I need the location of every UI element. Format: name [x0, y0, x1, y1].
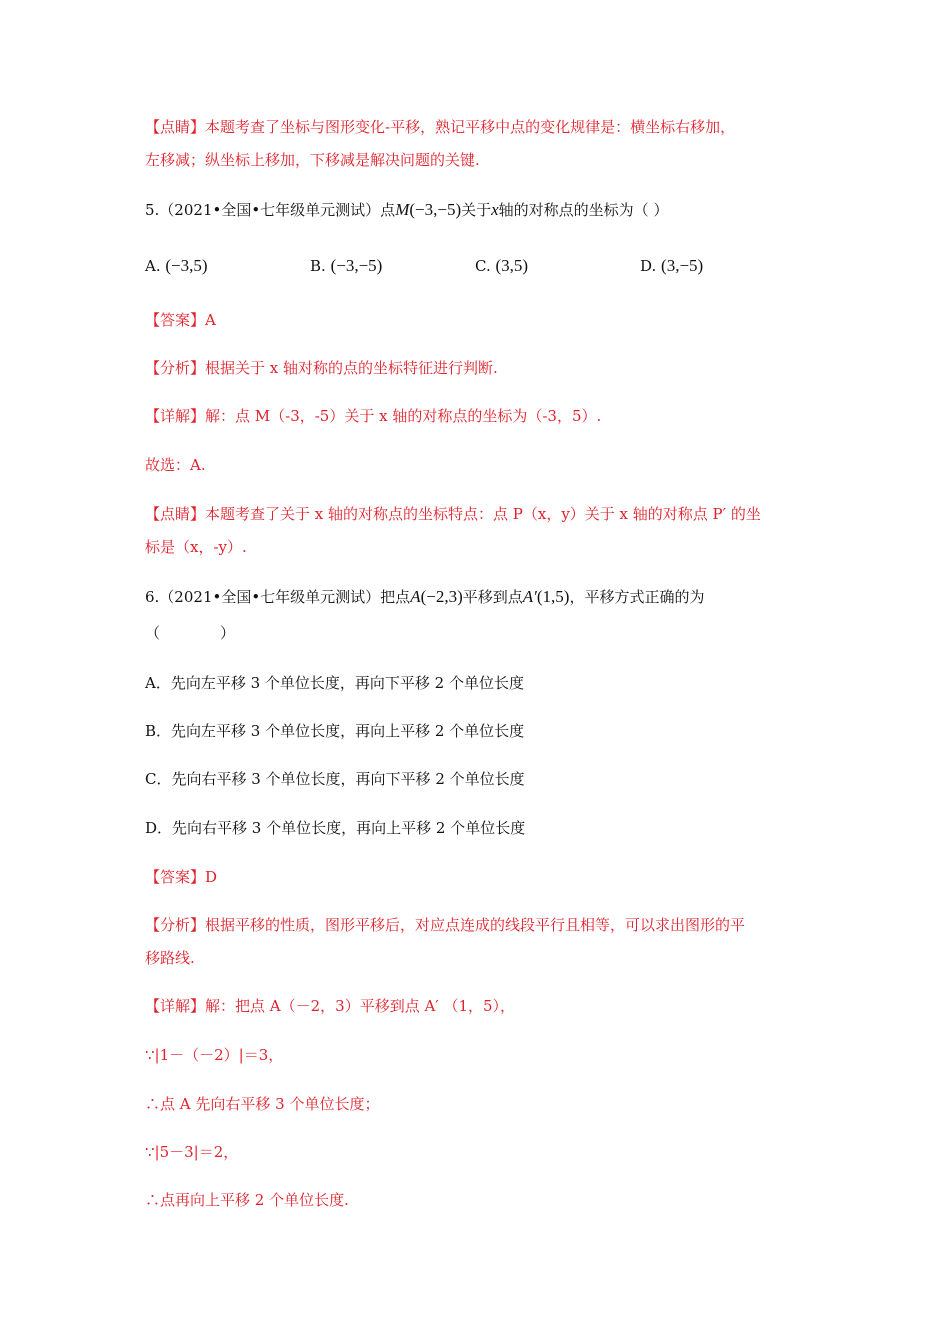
q5-stem: [145, 200, 668, 220]
q5-point-name: M: [395, 200, 410, 219]
q5-middle: 关于: [461, 201, 492, 219]
q5-prefix: 5.（2021•全国•七年级单元测试）点: [145, 201, 396, 219]
q5-option-b-value: (−3,−5): [330, 256, 383, 275]
q6-point-a: A: [410, 587, 421, 606]
q6-detail: 【详解】解：把点 A（－2，3）平移到点 A′ （1，5），: [145, 997, 516, 1015]
q5-option-d-label: D.: [640, 257, 657, 275]
q6-analysis-line2: 移路线.: [145, 949, 195, 967]
q6-analysis-line1: 【分析】根据平移的性质，图形平移后，对应点连成的线段平行且相等，可以求出图形的平: [145, 916, 746, 934]
q6-option-b: B．先向左平移 3 个单位长度，再向上平移 2 个单位长度: [145, 722, 525, 740]
q4-note-line2: 左移减；纵坐标上移加，下移减是解决问题的关键.: [145, 151, 480, 169]
q5-option-d: [640, 255, 703, 277]
q6-step-1: ∵|1－（－2）|＝3，: [145, 1046, 284, 1064]
q6-middle: 平移到点: [462, 588, 523, 606]
q6-point-a2-coords: (1,5): [536, 587, 570, 606]
q5-note-line1: 【点睛】本题考查了关于 x 轴的对称点的坐标特点：点 P（x，y）关于 x 轴的对称点 P′ 的坐: [145, 505, 761, 523]
q6-prefix: 6.（2021•全国•七年级单元测试）把点: [145, 588, 411, 606]
q6-point-a-coords: (−2,3): [420, 587, 463, 606]
q5-point-coords: (−3,−5): [409, 200, 462, 219]
q6-answer: 【答案】D: [145, 868, 218, 886]
q5-option-a: [145, 255, 208, 277]
q5-suffix: 轴的对称点的坐标为（ ）: [498, 201, 669, 219]
q5-option-c-label: C.: [475, 257, 491, 275]
q5-analysis: 【分析】根据关于 x 轴对称的点的坐标特征进行判断.: [145, 359, 498, 377]
q5-answer: 【答案】A: [145, 311, 216, 329]
q6-step-4: ∴点再向上平移 2 个单位长度.: [145, 1191, 349, 1209]
q5-detail: 【详解】解：点 M（-3，-5）关于 x 轴的对称点的坐标为（-3，5）.: [145, 407, 602, 425]
q6-suffix: ，平移方式正确的为: [569, 588, 705, 606]
q5-option-b-label: B.: [310, 257, 326, 275]
q5-option-c-value: (3,5): [495, 256, 529, 275]
q5-option-a-label: A.: [145, 257, 161, 275]
q6-step-3: ∵|5－3|＝2，: [145, 1143, 239, 1161]
q5-option-a-value: (−3,5): [165, 256, 208, 275]
q5-option-d-value: (3,−5): [661, 256, 704, 275]
q6-option-a: A．先向左平移 3 个单位长度，再向下平移 2 个单位长度: [145, 674, 524, 692]
q6-option-d: D．先向右平移 3 个单位长度，再向上平移 2 个单位长度: [145, 819, 526, 837]
q6-point-a2: A′: [522, 587, 537, 606]
q4-note-line1: 【点睛】本题考查了坐标与图形变化-平移，熟记平移中点的变化规律是：横坐标右移加，: [145, 118, 736, 136]
q6-paren: （ ）: [145, 624, 236, 642]
q5-option-b: [310, 255, 382, 277]
q5-note-line2: 标是（x，-y）.: [145, 538, 247, 556]
q5-choice: 故选：A.: [145, 456, 206, 474]
q5-axis: x: [491, 200, 499, 219]
q6-step-2: ∴点 A 先向右平移 3 个单位长度；: [145, 1095, 380, 1113]
q6-option-c: C．先向右平移 3 个单位长度，再向下平移 2 个单位长度: [145, 770, 525, 788]
q6-stem: [145, 587, 704, 607]
q5-option-c: [475, 255, 528, 277]
